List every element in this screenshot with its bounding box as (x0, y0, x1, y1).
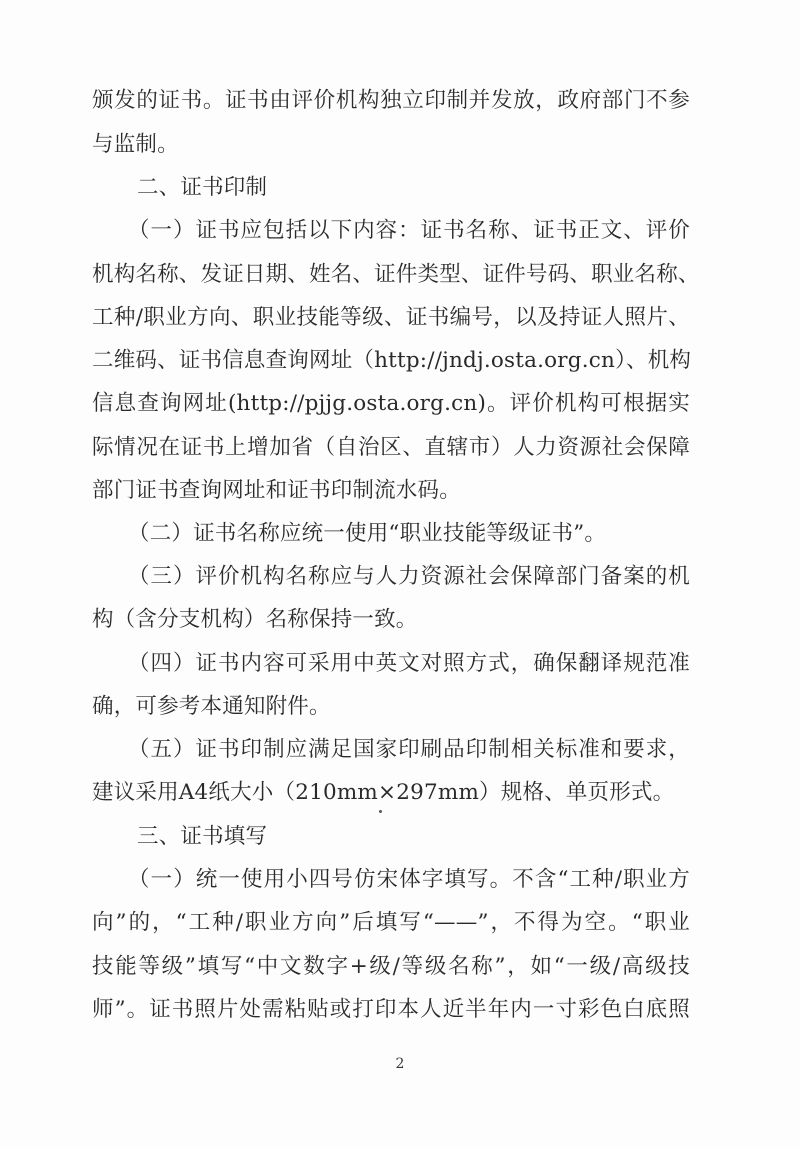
paragraph-line: 构（含分支机构）名称保持一致。 (92, 607, 418, 632)
paragraph-line: （一）证书应包括以下内容：证书名称、证书正文、评价 (128, 218, 690, 243)
paragraph-line: 向”的，“工种/职业方向”后填写“——”，不得为空。“职业 (92, 910, 690, 935)
paragraph-line: （二）证书名称应统一使用“职业技能等级证书”。 (128, 521, 607, 546)
paragraph-line: （三）评价机构名称应与人力资源社会保障部门备案的机 (128, 564, 690, 589)
paragraph-line: 部门证书查询网址和证书印制流水码。 (92, 478, 461, 503)
scan-speck (379, 810, 382, 813)
paragraph-line: 建议采用A4纸大小（210mm×297mm）规格、单页形式。 (92, 780, 675, 805)
paragraph-line: 工种/职业方向、职业技能等级、证书编号，以及持证人照片、 (92, 305, 690, 330)
paragraph-line: 机构名称、发证日期、姓名、证件类型、证件号码、职业名称、 (92, 262, 700, 287)
paragraph-line: 颁发的证书。证书由评价机构独立印制并发放，政府部门不参 (92, 88, 690, 113)
paragraph-line: （一）统一使用小四号仿宋体字填写。不含“工种/职业方 (128, 867, 690, 892)
paragraph-line: 技能等级”填写“中文数字+级/等级名称”，如“一级/高级技 (92, 954, 690, 979)
paragraph-line: （四）证书内容可采用中英文对照方式，确保翻译规范准 (128, 651, 690, 676)
page-number: 2 (395, 1056, 405, 1072)
paragraph-line: 师”。证书照片处需粘贴或打印本人近半年内一寸彩色白底照 (92, 997, 690, 1022)
paragraph-line: 与监制。 (92, 132, 179, 157)
paragraph-line: （五）证书印制应满足国家印刷品印制相关标准和要求， (128, 737, 690, 762)
paragraph-line: 确，可参考本通知附件。 (92, 694, 331, 719)
section-heading: 三、证书填写 (137, 824, 268, 849)
paragraph-line: 二维码、证书信息查询网址（http://jndj.osta.org.cn）、机构 (92, 348, 692, 373)
paragraph-line: 际情况在证书上增加省（自治区、直辖市）人力资源社会保障 (92, 435, 690, 460)
paragraph-line: 信息查询网址(http://pjjg.osta.org.cn)。评价机构可根据实 (92, 391, 690, 416)
section-heading: 二、证书印制 (137, 175, 268, 200)
